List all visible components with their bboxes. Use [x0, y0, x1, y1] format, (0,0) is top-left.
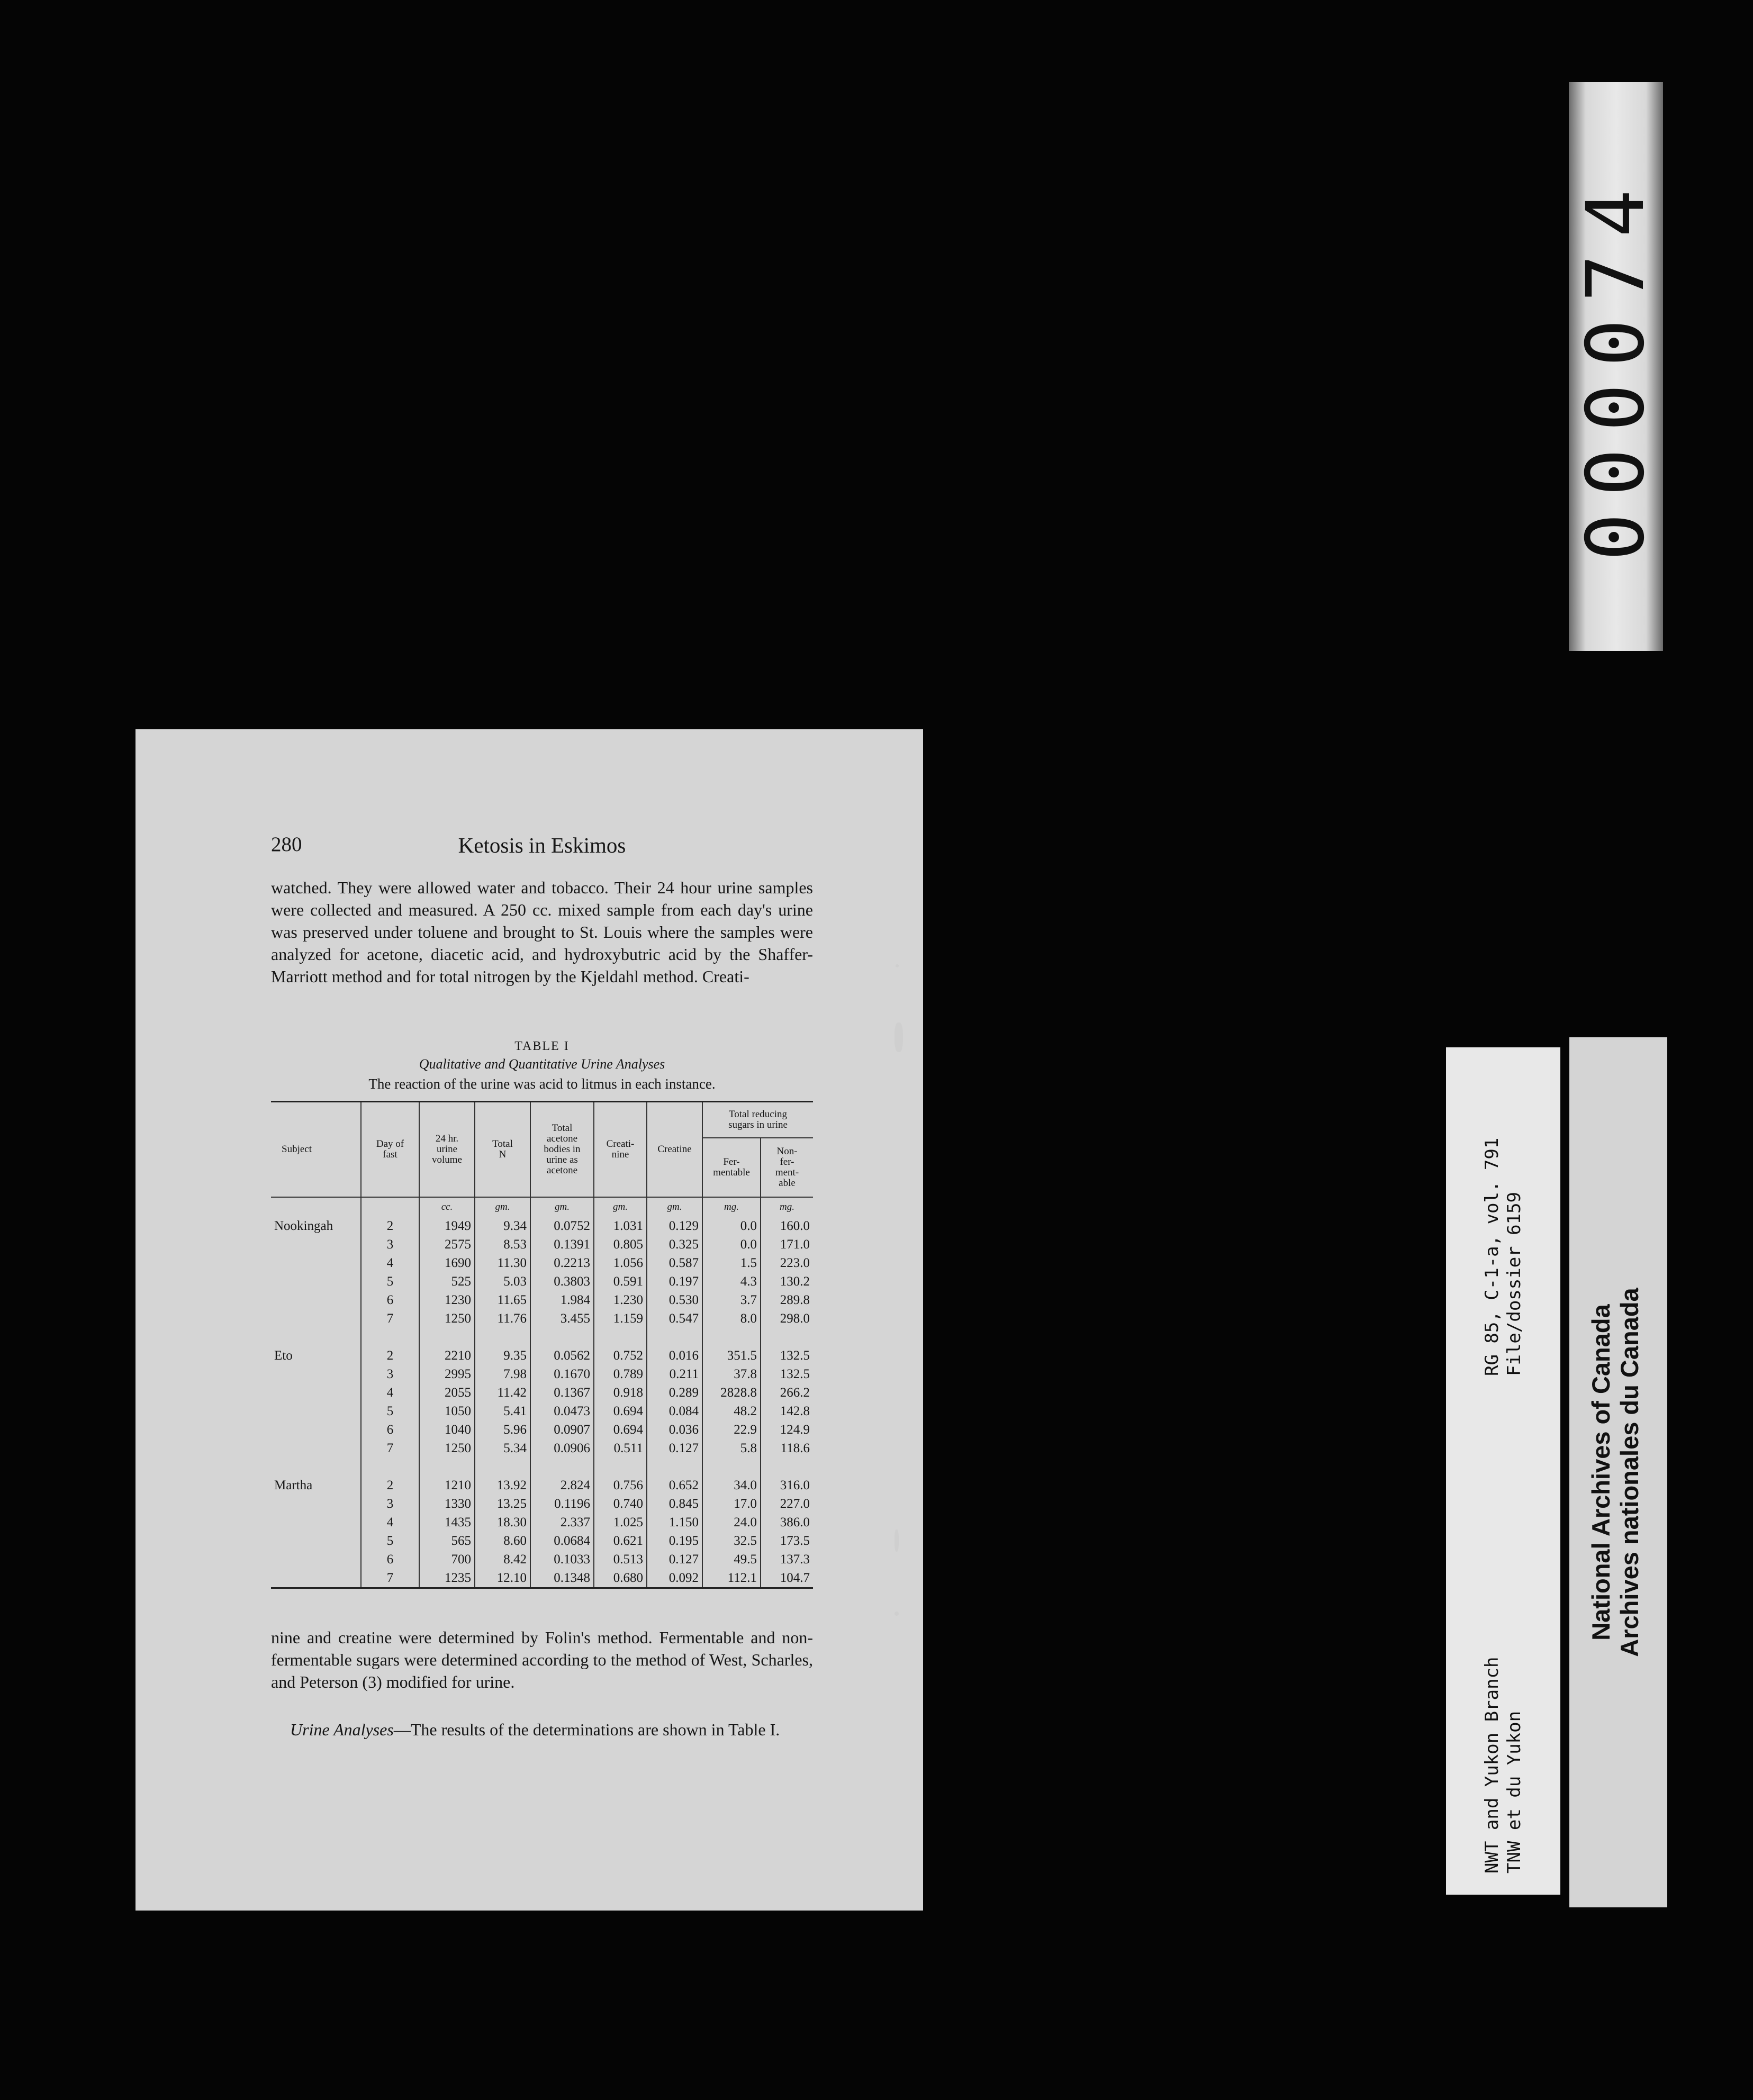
value-cell: 525	[419, 1272, 475, 1291]
value-cell: 1330	[419, 1495, 475, 1513]
value-cell: 0.127	[647, 1439, 702, 1458]
archive-name-en: National Archives of Canada	[1586, 1304, 1615, 1641]
subject-cell	[271, 1254, 361, 1272]
value-cell: 1.230	[594, 1291, 647, 1309]
value-cell: 104.7	[761, 1569, 813, 1588]
value-cell: 132.5	[761, 1365, 813, 1383]
value-cell: 37.8	[702, 1365, 761, 1383]
value-cell: 0.1391	[530, 1235, 594, 1254]
value-cell: 0.591	[594, 1272, 647, 1291]
value-cell: 1.031	[594, 1217, 647, 1235]
value-cell: 0.127	[647, 1550, 702, 1569]
table-row	[271, 1569, 813, 1588]
header-urine-volume: 24 hr. urine volume	[419, 1102, 475, 1198]
day-cell: 2	[361, 1476, 419, 1495]
value-cell: 0.511	[594, 1439, 647, 1458]
table-row	[271, 1235, 813, 1254]
value-cell: 124.9	[761, 1420, 813, 1439]
subject-cell	[271, 1402, 361, 1420]
value-cell: 1210	[419, 1476, 475, 1495]
archive-name-fr: Archives nationales du Canada	[1615, 1288, 1643, 1657]
day-cell: 3	[361, 1235, 419, 1254]
value-cell: 142.8	[761, 1402, 813, 1420]
value-cell: 0.1348	[530, 1569, 594, 1588]
value-cell: 223.0	[761, 1254, 813, 1272]
day-cell: 6	[361, 1291, 419, 1309]
branch-name-fr: TNW et du Yukon	[1504, 1710, 1525, 1873]
table-row	[271, 1495, 813, 1513]
value-cell: 0.752	[594, 1346, 647, 1365]
value-cell: 386.0	[761, 1513, 813, 1532]
day-cell: 2	[361, 1346, 419, 1365]
urine-analyses-heading: Urine Analyses	[290, 1720, 394, 1739]
value-cell: 137.3	[761, 1550, 813, 1569]
film-mark	[894, 1612, 899, 1616]
table-row	[271, 1254, 813, 1272]
header-subject: Subject	[271, 1102, 361, 1198]
subject-cell	[271, 1495, 361, 1513]
value-cell: 266.2	[761, 1383, 813, 1402]
value-cell: 160.0	[761, 1217, 813, 1235]
value-cell: 24.0	[702, 1513, 761, 1532]
group-spacer	[271, 1458, 813, 1476]
header-total-reducing-sugars: Total reducing sugars in urine	[702, 1102, 813, 1138]
value-cell: 1235	[419, 1569, 475, 1588]
value-cell: 0.789	[594, 1365, 647, 1383]
value-cell: 118.6	[761, 1439, 813, 1458]
frame-number-strip	[1569, 82, 1663, 651]
value-cell: 1250	[419, 1439, 475, 1458]
value-cell: 0.2213	[530, 1254, 594, 1272]
value-cell: 8.0	[702, 1309, 761, 1328]
value-cell: 2055	[419, 1383, 475, 1402]
value-cell: 12.10	[475, 1569, 530, 1588]
header-creatinine: Creati- nine	[594, 1102, 647, 1198]
value-cell: 0.325	[647, 1235, 702, 1254]
value-cell: 0.845	[647, 1495, 702, 1513]
header-creatine: Creatine	[647, 1102, 702, 1198]
film-mark	[896, 964, 899, 967]
unit-cell: gm.	[647, 1197, 702, 1217]
value-cell: 13.25	[475, 1495, 530, 1513]
value-cell: 2828.8	[702, 1383, 761, 1402]
value-cell: 9.35	[475, 1346, 530, 1365]
value-cell: 8.53	[475, 1235, 530, 1254]
subject-cell	[271, 1439, 361, 1458]
value-cell: 0.694	[594, 1402, 647, 1420]
header-non-fermentable: Non- fer- ment- able	[761, 1138, 813, 1197]
value-cell: 351.5	[702, 1346, 761, 1365]
value-cell: 49.5	[702, 1550, 761, 1569]
group-spacer	[271, 1328, 813, 1346]
value-cell: 11.65	[475, 1291, 530, 1309]
branch-name-en: NWT and Yukon Branch	[1481, 1657, 1503, 1873]
value-cell: 0.694	[594, 1420, 647, 1439]
value-cell: 0.211	[647, 1365, 702, 1383]
day-cell: 3	[361, 1365, 419, 1383]
value-cell: 0.1670	[530, 1365, 594, 1383]
value-cell: 0.680	[594, 1569, 647, 1588]
value-cell: 2575	[419, 1235, 475, 1254]
value-cell: 5.8	[702, 1439, 761, 1458]
value-cell: 1.159	[594, 1309, 647, 1328]
value-cell: 0.587	[647, 1254, 702, 1272]
value-cell: 11.30	[475, 1254, 530, 1272]
day-cell: 4	[361, 1383, 419, 1402]
unit-cell: cc.	[419, 1197, 475, 1217]
table-caption	[271, 1038, 813, 1094]
value-cell: 1.5	[702, 1254, 761, 1272]
document-page	[135, 729, 923, 1911]
subject-cell	[271, 1383, 361, 1402]
archive-reference-text	[1474, 1058, 1532, 1884]
value-cell: 48.2	[702, 1402, 761, 1420]
value-cell: 1435	[419, 1513, 475, 1532]
value-cell: 0.0	[702, 1235, 761, 1254]
value-cell: 5.96	[475, 1420, 530, 1439]
table-row	[271, 1439, 813, 1458]
value-cell: 32.5	[702, 1532, 761, 1550]
value-cell: 298.0	[761, 1309, 813, 1328]
value-cell: 2210	[419, 1346, 475, 1365]
value-cell: 289.8	[761, 1291, 813, 1309]
value-cell: 0.289	[647, 1383, 702, 1402]
table-row	[271, 1346, 813, 1365]
value-cell: 0.1033	[530, 1550, 594, 1569]
value-cell: 3.455	[530, 1309, 594, 1328]
day-cell: 4	[361, 1254, 419, 1272]
unit-cell: gm.	[475, 1197, 530, 1217]
unit-cell: mg.	[702, 1197, 761, 1217]
day-cell: 5	[361, 1272, 419, 1291]
value-cell: 1040	[419, 1420, 475, 1439]
value-cell: 0.0562	[530, 1346, 594, 1365]
value-cell: 1.056	[594, 1254, 647, 1272]
value-cell: 0.805	[594, 1235, 647, 1254]
table-row	[271, 1383, 813, 1402]
value-cell: 8.60	[475, 1532, 530, 1550]
value-cell: 227.0	[761, 1495, 813, 1513]
value-cell: 34.0	[702, 1476, 761, 1495]
value-cell: 0.918	[594, 1383, 647, 1402]
value-cell: 0.740	[594, 1495, 647, 1513]
value-cell: 0.0752	[530, 1217, 594, 1235]
value-cell: 565	[419, 1532, 475, 1550]
value-cell: 22.9	[702, 1420, 761, 1439]
value-cell: 0.652	[647, 1476, 702, 1495]
subject-cell	[271, 1550, 361, 1569]
table-row	[271, 1217, 813, 1235]
value-cell: 9.34	[475, 1217, 530, 1235]
file-reference: File/dossier 6159	[1504, 1191, 1525, 1376]
subject-cell	[271, 1235, 361, 1254]
table-row	[271, 1365, 813, 1383]
value-cell: 2.824	[530, 1476, 594, 1495]
value-cell: 0.0	[702, 1217, 761, 1235]
value-cell: 0.129	[647, 1217, 702, 1235]
table-row	[271, 1476, 813, 1495]
unit-cell: mg.	[761, 1197, 813, 1217]
day-cell: 4	[361, 1513, 419, 1532]
value-cell: 0.1196	[530, 1495, 594, 1513]
value-cell: 0.0906	[530, 1439, 594, 1458]
paragraph-methods-continued: nine and creatine were determined by Folin's method. Fermentable and non-fermentable sugars were determined according to the method of West, Scharles, and Peterson (3) modified for urine.	[271, 1628, 813, 1691]
value-cell: 173.5	[761, 1532, 813, 1550]
day-cell: 3	[361, 1495, 419, 1513]
value-cell: 8.42	[475, 1550, 530, 1569]
running-title: Ketosis in Eskimos	[458, 833, 626, 857]
header-total-n: Total N	[475, 1102, 530, 1198]
table-subtitle: Qualitative and Quantitative Urine Analyses	[419, 1056, 665, 1072]
value-cell: 13.92	[475, 1476, 530, 1495]
value-cell: 17.0	[702, 1495, 761, 1513]
value-cell: 316.0	[761, 1476, 813, 1495]
value-cell: 0.0473	[530, 1402, 594, 1420]
record-group-reference: RG 85, C-1-a, vol. 791	[1481, 1137, 1503, 1376]
value-cell: 5.34	[475, 1439, 530, 1458]
value-cell: 5.41	[475, 1402, 530, 1420]
subject-cell	[271, 1309, 361, 1328]
value-cell: 171.0	[761, 1235, 813, 1254]
subject-cell	[271, 1513, 361, 1532]
value-cell: 0.547	[647, 1309, 702, 1328]
day-cell: 6	[361, 1550, 419, 1569]
subject-cell	[271, 1569, 361, 1588]
table-row	[271, 1272, 813, 1291]
value-cell: 1690	[419, 1254, 475, 1272]
value-cell: 0.195	[647, 1532, 702, 1550]
value-cell: 1949	[419, 1217, 475, 1235]
header-fermentable: Fer- mentable	[702, 1138, 761, 1197]
value-cell: 1050	[419, 1402, 475, 1420]
day-cell: 7	[361, 1439, 419, 1458]
table-row	[271, 1420, 813, 1439]
subject-cell	[271, 1420, 361, 1439]
paragraph-methods: watched. They were allowed water and tobacco. Their 24 hour urine samples were collected and measured. A 250 cc. mixed sample from each day's urine was preserved under toluene and brought to St. Louis where the samples were analyzed for acetone, diacetic acid, and hydroxybutric acid by the Shaffer-Marriott method and for total nitrogen by the Kjeldahl method. Creati-	[271, 878, 813, 986]
unit-cell: gm.	[594, 1197, 647, 1217]
day-cell: 5	[361, 1402, 419, 1420]
value-cell: 0.084	[647, 1402, 702, 1420]
value-cell: 1.984	[530, 1291, 594, 1309]
table-row	[271, 1309, 813, 1328]
archive-reference-card	[1446, 1047, 1560, 1895]
urine-analyses-table	[271, 1101, 813, 1589]
subject-cell: Eto	[274, 1348, 293, 1363]
value-cell: 0.1367	[530, 1383, 594, 1402]
day-cell: 7	[361, 1569, 419, 1588]
value-cell: 0.0684	[530, 1532, 594, 1550]
subject-cell	[271, 1365, 361, 1383]
value-cell: 1230	[419, 1291, 475, 1309]
value-cell: 11.42	[475, 1383, 530, 1402]
value-cell: 0.530	[647, 1291, 702, 1309]
table-label: TABLE I	[514, 1039, 570, 1053]
subject-cell: Martha	[274, 1478, 313, 1492]
value-cell: 0.0907	[530, 1420, 594, 1439]
table-row	[271, 1291, 813, 1309]
value-cell: 4.3	[702, 1272, 761, 1291]
paragraph-urine-analyses	[271, 1718, 813, 1741]
value-cell: 0.513	[594, 1550, 647, 1569]
table-note: The reaction of the urine was acid to litmus in each instance.	[368, 1076, 716, 1092]
value-cell: 1.150	[647, 1513, 702, 1532]
value-cell: 0.756	[594, 1476, 647, 1495]
value-cell: 7.98	[475, 1365, 530, 1383]
value-cell: 0.197	[647, 1272, 702, 1291]
page-header	[271, 832, 813, 859]
day-cell: 5	[361, 1532, 419, 1550]
value-cell: 0.036	[647, 1420, 702, 1439]
archive-name-text	[1587, 1070, 1650, 1875]
film-mark	[894, 1529, 899, 1552]
value-cell: 0.092	[647, 1569, 702, 1588]
value-cell: 2.337	[530, 1513, 594, 1532]
value-cell: 18.30	[475, 1513, 530, 1532]
value-cell: 0.016	[647, 1346, 702, 1365]
value-cell: 0.621	[594, 1532, 647, 1550]
day-cell: 7	[361, 1309, 419, 1328]
value-cell: 0.3803	[530, 1272, 594, 1291]
value-cell: 1250	[419, 1309, 475, 1328]
table-row	[271, 1550, 813, 1569]
value-cell: 5.03	[475, 1272, 530, 1291]
header-acetone-bodies: Total acetone bodies in urine as acetone	[530, 1102, 594, 1198]
table-row	[271, 1513, 813, 1532]
value-cell: 700	[419, 1550, 475, 1569]
value-cell: 11.76	[475, 1309, 530, 1328]
subject-cell: Nookingah	[274, 1219, 333, 1233]
table-row	[271, 1402, 813, 1420]
table-body	[271, 1217, 813, 1588]
archive-name-card	[1569, 1037, 1667, 1907]
page-number: 280	[271, 833, 302, 856]
subject-cell	[271, 1532, 361, 1550]
value-cell: 1.025	[594, 1513, 647, 1532]
subject-cell	[271, 1272, 361, 1291]
day-cell: 6	[361, 1420, 419, 1439]
urine-analyses-text: —The results of the determinations are shown in Table I.	[393, 1720, 780, 1739]
day-cell: 2	[361, 1217, 419, 1235]
units-row	[271, 1197, 813, 1217]
header-day-of-fast: Day of fast	[361, 1102, 419, 1198]
value-cell: 2995	[419, 1365, 475, 1383]
subject-cell	[271, 1291, 361, 1309]
value-cell: 132.5	[761, 1346, 813, 1365]
value-cell: 112.1	[702, 1569, 761, 1588]
value-cell: 130.2	[761, 1272, 813, 1291]
value-cell: 3.7	[702, 1291, 761, 1309]
unit-cell: gm.	[530, 1197, 594, 1217]
film-mark	[894, 1022, 903, 1052]
frame-number: 000074	[1570, 172, 1662, 561]
table-row	[271, 1532, 813, 1550]
